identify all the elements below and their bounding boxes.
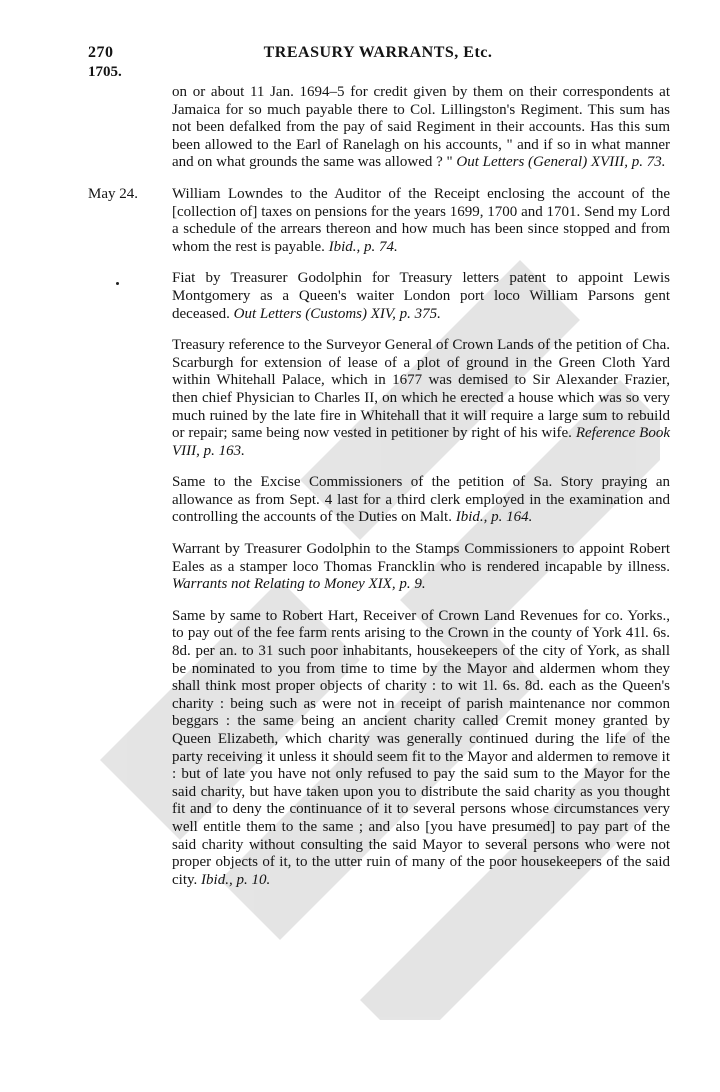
margin-year: 1705. (88, 64, 122, 80)
entry-text: Treasury reference to the Surveyor General of Crown Lands of the petition of Cha. Scarburgh for extension of lease of a plot of ground in the Green Cloth Yard within Whitehall Palace, which in 1677 was demised to Sir Alexander Frazier, then chief Physician to Charles II, on which he erected a house which was so very much ruined by the late fire in Whitehall that it will require a large sum to rebuild or repair; same being now vested in petitioner by right of his wife. (172, 337, 670, 442)
entry-paragraph (172, 474, 670, 527)
entry-citation: Ibid., p. 10. (201, 871, 271, 888)
entry-paragraph (172, 541, 670, 594)
entry-citation: Ibid., p. 74. (328, 238, 398, 255)
entry-text: Same by same to Robert Hart, Receiver of Crown Land Revenues for co. Yorks., to pay out of the fee farm rents arising to the Crown in the county of York 41l. 6s. 8d. per an. to 31 such poor inhabitants, housekeepers of the city of York, as shall be nominated to you from time to time by the Mayor and aldermen whom they shall think most proper objects of charity : to wit 1l. 6s. 8d. each as the Queen's charity : being such as were not in receipt of parish maintenance nor common beggars : the same being an ancient charity called Cremit money granted by Queen Elizabeth, which charity was generally continued during the life of the party receiving it unless it should seem fit to the Mayor and aldermen to remove it : but of late you have not only refused to pay the said sum to the Mayor for the said charity, but have taken upon you to distribute the said charity as you thought fit and to deny the continuance of it to several persons whose circumstances very well entitle them to the same ; and also [you have presumed] to pay part of the said charity without consulting the said Mayor to several persons who were not proper objects of it, to the utter ruin of many of the poor housekeepers of the said city. (172, 607, 670, 888)
page-header (88, 44, 668, 66)
entry-text: on or about 11 Jan. 1694–5 for credit given by them on their correspondents at Jamaica for so much payable there to Col. Lillingston's Regiment. This sum has not been defalked from the pay of said Regiment in their accounts. Has this sum been allowed to the Earl of Ranelagh on his accounts, " and if so in what manner and on what grounds the same was allowed ? " (172, 84, 670, 171)
entry-citation: Ibid., p. 164. (455, 509, 533, 526)
entry-paragraph (172, 337, 670, 460)
entry-citation: Reference Book VIII, p. 163. (172, 425, 670, 459)
margin-mark (116, 282, 119, 285)
margin-date: May 24. (88, 185, 138, 202)
entry-citation: Out Letters (Customs) XIV, p. 375. (233, 305, 441, 322)
entry-text: William Lowndes to the Auditor of the Receipt enclosing the account of the [collection of] taxes on pensions for the years 1699, 1700 and 1701. Send my Lord a schedule of the arrears thereon and how much has been since stopped and from whom the rest is payable. (172, 185, 670, 255)
entry-text: Same to the Excise Commissioners of the petition of Sa. Story praying an allowance as from Sept. 4 last for a third clerk employed in the examination and controlling the accounts of the Duties on Malt. (172, 474, 670, 526)
entry-paragraph (172, 270, 670, 323)
entry-paragraph (88, 185, 670, 256)
running-title: TREASURY WARRANTS, Etc. (263, 44, 493, 61)
entry-citation: Warrants not Relating to Money XIX, p. 9. (172, 576, 426, 593)
entry-citation: Out Letters (General) XVIII, p. 73. (456, 154, 666, 171)
entry-paragraph (172, 84, 670, 172)
entries-column (88, 84, 670, 903)
page-number: 270 (88, 44, 114, 61)
entry-paragraph (172, 608, 670, 890)
entry-text: Fiat by Treasurer Godolphin for Treasury letters patent to appoint Lewis Montgomery as a Queen's waiter London port loco William Parsons gent deceased. (172, 270, 670, 322)
entry-text: Warrant by Treasurer Godolphin to the Stamps Commissioners to appoint Robert Eales as a stamper loco Thomas Francklin who is rendered incapable by illness. (172, 541, 670, 575)
